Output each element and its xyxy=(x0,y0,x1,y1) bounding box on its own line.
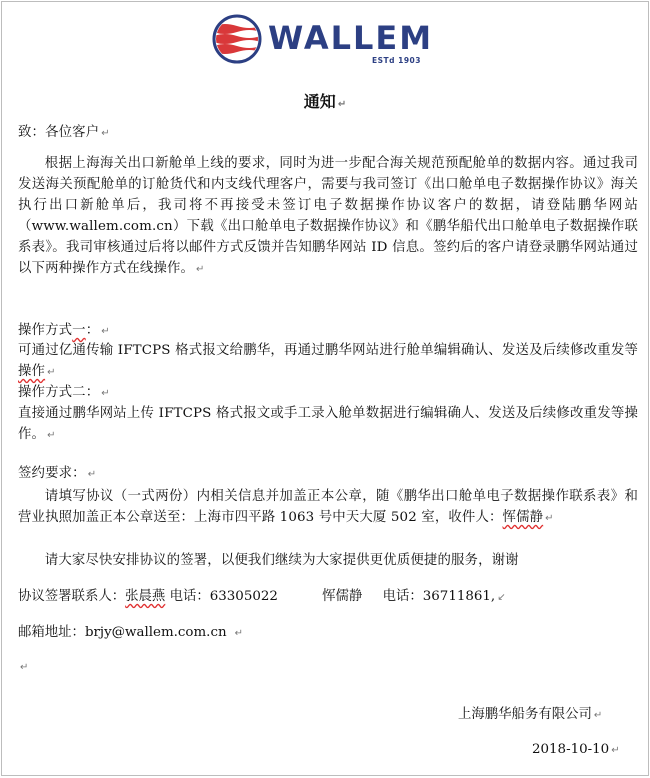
signing-request: 请大家尽快安排协议的签署，以便我们继续为大家提供更优质便捷的服务，谢谢 xyxy=(44,553,519,568)
method2-heading: 操作方式二： ↵ xyxy=(18,385,110,400)
notice-title: 通知 ↵ xyxy=(303,92,347,111)
email-line: 邮箱地址：brjy@wallem.com.cn ↵ xyxy=(18,625,243,640)
method1-body: 可通过亿通传输 IFTCPS 格式报文给鹏华，再通过鹏华网站进行舱单编辑确认、发送及后续修改重发等操作 ↵ xyxy=(18,343,638,379)
email-address[interactable]: brjy@wallem.com.cn xyxy=(84,625,227,640)
logo-established: ESTd 1903 xyxy=(372,56,421,65)
contact-person-2: 恽儒静 xyxy=(322,589,363,604)
intro-paragraph: 根据上海海关出口新舱单上线的要求，同时为进一步配合海关规范预配舱单的数据内容。通过我司发送海关预配舱单的订舱货代和内支线代理客户，需要与我司签订《出口舱单电子数据操作协议》海关执行出口新舱单后，我司将不再接受未签订电子数据操作协议客户的数据，请登陆鹏华网站（www.wallem.com.cn）下载《出口舱单电子数据操作协议》和《鹏华船代出口舱单电子数据操作联系表》。我司审核通过后将以邮件方式反馈并告知鹏华网站 ID 信息。签约后的客户请登录鹏华网站通过以下两种操作方式在线操作。 ↵ xyxy=(18,156,638,276)
wallem-flag-icon xyxy=(212,14,262,64)
logo-wordmark: WALLEM xyxy=(268,19,434,57)
contact-phone-1: 63305022 xyxy=(209,589,278,604)
contact-person-1: 张晨燕 xyxy=(125,589,166,604)
method2-body: 直接通过鹏华网站上传 IFTCPS 格式报文或手工录入舱单数据进行编辑确人、发送及后续修改重发等操作。 ↵ xyxy=(18,406,638,442)
company-name: 上海鹏华船务有限公司 ↵ xyxy=(458,707,603,722)
signing-heading: 签约要求： ↵ xyxy=(18,466,97,481)
notice-date: 2018-10-10 ↵ xyxy=(532,742,620,757)
contacts-line: 协议签署联系人：张晨燕 电话：63305022 恽儒静 电话：36711861, ↙ xyxy=(18,589,506,604)
blank-paragraph: ↵ xyxy=(20,662,29,673)
notice-page xyxy=(1,1,649,776)
salutation: 致：各位客户 ↵ xyxy=(18,125,110,140)
contact-phone-2: 36711861, xyxy=(422,589,496,604)
wallem-logo xyxy=(212,14,442,64)
signing-body: 请填写协议（一式两份）内相关信息并加盖正本公章，随《鹏华出口舱单电子数据操作联系表》和营业执照加盖正本公章送至：上海市四平路 1063 号中天大厦 502 室，收件人：恽儒静 ↵ xyxy=(18,489,638,525)
method1-heading: 操作方式一： ↵ xyxy=(18,323,110,338)
